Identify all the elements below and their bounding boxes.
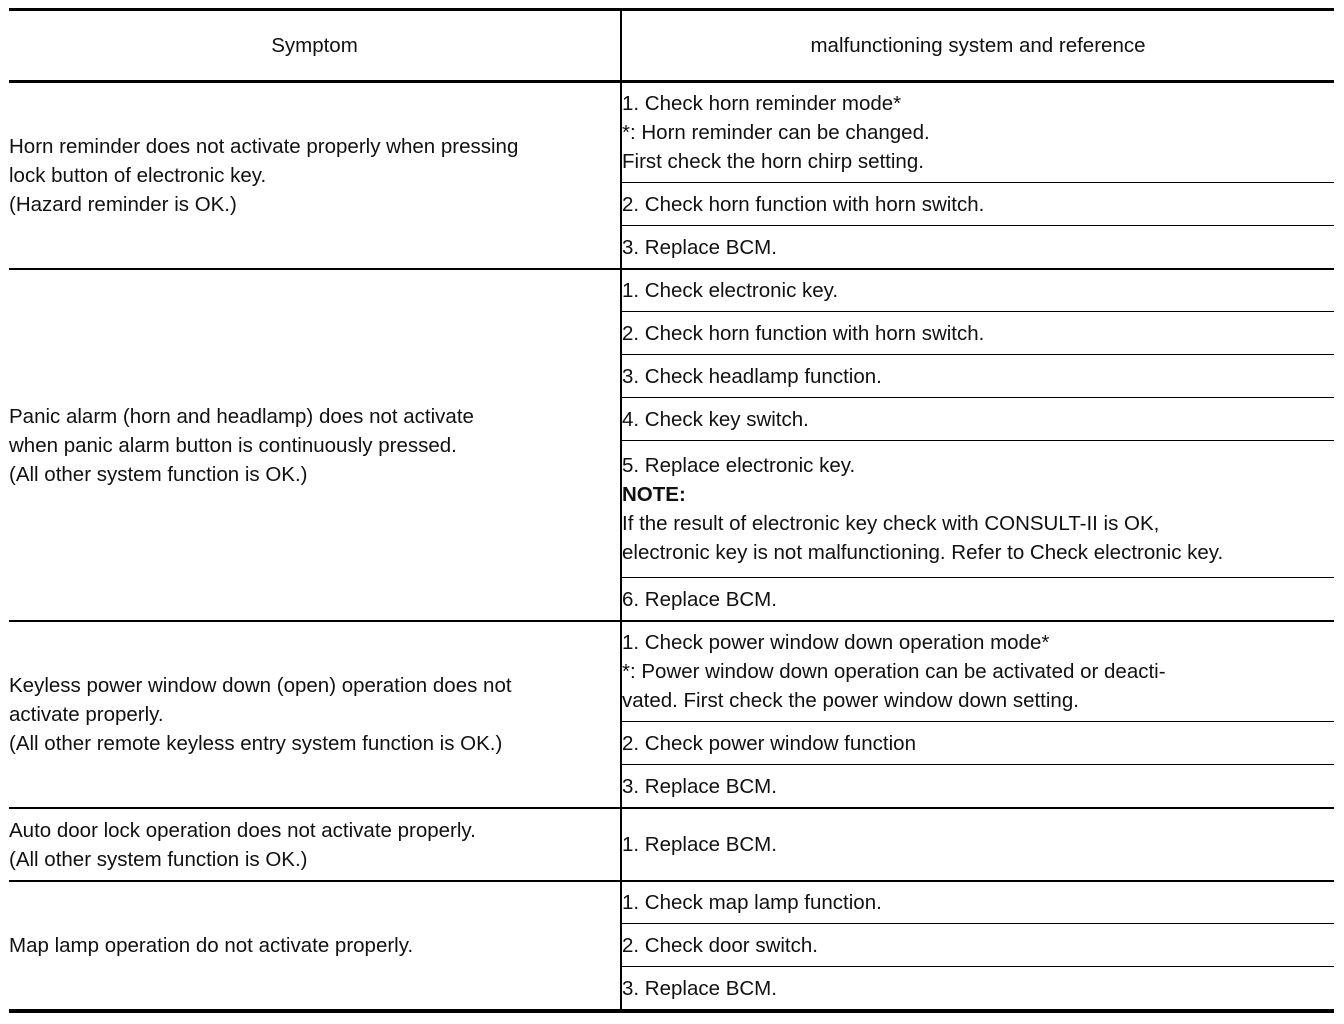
reference-cell: 1. Check horn reminder mode* *: Horn reminder can be changed. First check the horn chirp setting. [621, 82, 1334, 183]
reference-cell: 3. Replace BCM. [621, 967, 1334, 1012]
reference-cell: 1. Check electronic key. [621, 269, 1334, 312]
table-row [9, 881, 1334, 924]
reference-cell: 3. Check headlamp function. [621, 355, 1334, 398]
reference-cell: 3. Replace BCM. [621, 226, 1334, 270]
symptom-cell: Auto door lock operation does not activate properly. (All other system function is OK.) [9, 808, 621, 881]
reference-cell: 6. Replace BCM. [621, 578, 1334, 622]
reference-cell: 1. Check power window down operation mode* *: Power window down operation can be activated or deacti- vated. First check the power window down setting. [621, 621, 1334, 722]
reference-cell: 2. Check horn function with horn switch. [621, 312, 1334, 355]
reference-cell: 2. Check door switch. [621, 924, 1334, 967]
troubleshooting-table [9, 8, 1334, 1013]
reference-cell: 4. Check key switch. [621, 398, 1334, 441]
table-row [9, 808, 1334, 881]
reference-cell: 1. Replace BCM. [621, 808, 1334, 881]
symptom-cell: Map lamp operation do not activate properly. [9, 881, 621, 1011]
table-row [9, 269, 1334, 312]
reference-cell: 3. Replace BCM. [621, 765, 1334, 809]
reference-cell: 1. Check map lamp function. [621, 881, 1334, 924]
symptom-header: Symptom [9, 10, 621, 82]
reference-header: malfunctioning system and reference [621, 10, 1334, 82]
symptom-cell: Keyless power window down (open) operation does not activate properly. (All other remote keyless entry system function is OK.) [9, 621, 621, 808]
table-row [9, 621, 1334, 722]
header-row [9, 10, 1334, 82]
reference-cell: 2. Check horn function with horn switch. [621, 183, 1334, 226]
reference-cell: 2. Check power window function [621, 722, 1334, 765]
note-title: NOTE: [622, 483, 686, 506]
reference-cell: 5. Replace electronic key. NOTE: If the result of electronic key check with CONSULT-II is OK, electronic key is not malfunctioning. Refer to Check electronic key. [621, 441, 1334, 578]
symptom-cell: Panic alarm (horn and headlamp) does not activate when panic alarm button is continuously pressed. (All other system function is OK.) [9, 269, 621, 621]
table-row [9, 82, 1334, 183]
symptom-cell: Horn reminder does not activate properly when pressing lock button of electronic key. (Hazard reminder is OK.) [9, 82, 621, 270]
